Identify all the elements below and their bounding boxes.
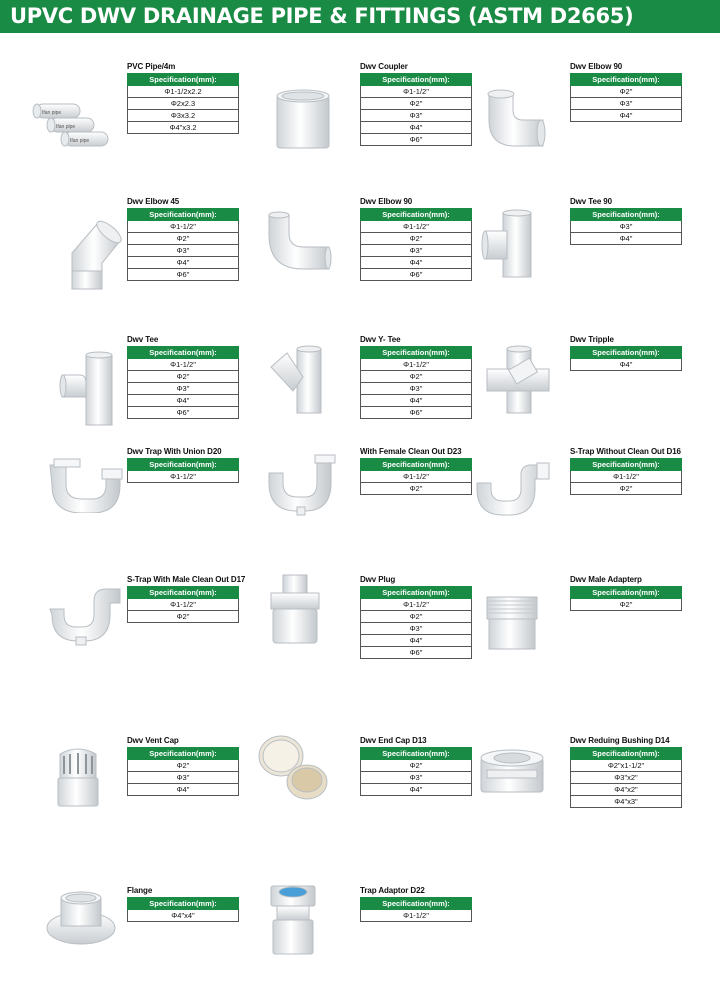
spec-row: Φ3" [361, 110, 472, 122]
spec-row: Φ4"x2" [571, 784, 682, 796]
wye-tee-icon [263, 345, 337, 417]
spec-row: Φ3" [571, 221, 682, 233]
trap-adaptor-icon [263, 882, 323, 958]
product-name: Dwv Elbow 90 [360, 197, 413, 206]
flange-icon [44, 888, 118, 952]
product-cell [263, 736, 478, 846]
tee-90-icon [481, 209, 551, 281]
spec-row: Φ4" [361, 122, 472, 134]
spec-header: Specification(mm): [571, 459, 682, 471]
spec-row: Φ1-1/2" [128, 471, 239, 483]
spec-row: Φ6" [361, 647, 472, 659]
vent-cap-icon [52, 744, 104, 810]
spec-row: Φ4" [361, 257, 472, 269]
spec-row: Φ4" [571, 359, 682, 371]
spec-row: Φ1-1/2" [361, 86, 472, 98]
spec-row: Φ2" [361, 483, 472, 495]
spec-row: Φ6" [128, 269, 239, 281]
spec-row: Φ4"x3.2 [128, 122, 239, 134]
product-name: Dwv Plug [360, 575, 396, 584]
spec-row: Φ3"x2" [571, 772, 682, 784]
product-name: Flange [127, 886, 153, 895]
spec-row: Φ1-1/2" [361, 599, 472, 611]
p-trap-union-icon [46, 455, 126, 513]
spec-row: Φ2x2.3 [128, 98, 239, 110]
spec-row: Φ3" [361, 245, 472, 257]
product-cell [473, 575, 688, 685]
spec-row: Φ3" [571, 98, 682, 110]
spec-row: Φ2" [361, 611, 472, 623]
page-header [0, 0, 720, 33]
plug-icon [263, 571, 328, 649]
product-name: Dwv Coupler [360, 62, 408, 71]
spec-header: Specification(mm): [128, 748, 239, 760]
spec-header: Specification(mm): [571, 74, 682, 86]
spec-row: Φ4" [128, 257, 239, 269]
spec-row: Φ1-1/2" [571, 471, 682, 483]
spec-header: Specification(mm): [128, 347, 239, 359]
spec-header: Specification(mm): [128, 209, 239, 221]
spec-header: Specification(mm): [571, 587, 682, 599]
spec-header: Specification(mm): [571, 209, 682, 221]
spec-row: Φ3" [361, 383, 472, 395]
spec-row: Φ2" [571, 483, 682, 495]
spec-row: Φ3" [128, 245, 239, 257]
spec-row: Φ4" [571, 110, 682, 122]
spec-table [570, 586, 682, 611]
reducing-bushing-icon [477, 748, 547, 798]
spec-header: Specification(mm): [361, 587, 472, 599]
spec-row: Φ2" [128, 760, 239, 772]
spec-header: Specification(mm): [571, 347, 682, 359]
spec-row: Φ2" [361, 760, 472, 772]
p-trap-female-icon [263, 453, 343, 517]
product-name: PVC Pipe/4m [127, 62, 176, 71]
spec-row: Φ2" [571, 86, 682, 98]
spec-header: Specification(mm): [128, 898, 239, 910]
spec-header: Specification(mm): [128, 587, 239, 599]
product-name: Dwv Reduing Bushing D14 [570, 736, 670, 745]
spec-row: Φ6" [361, 134, 472, 146]
pipe-label: Ifan pipe [42, 110, 62, 116]
spec-header: Specification(mm): [128, 74, 239, 86]
spec-row: Φ1-1/2x2.2 [128, 86, 239, 98]
s-trap-icon [473, 461, 553, 517]
spec-table [127, 586, 239, 623]
product-name: S-Trap Without Clean Out D16 [570, 447, 681, 456]
spec-row: Φ4" [361, 784, 472, 796]
product-cell [263, 197, 478, 307]
product-name: Trap Adaptor D22 [360, 886, 425, 895]
spec-row: Φ4" [128, 395, 239, 407]
spec-table [127, 458, 239, 483]
product-cell [30, 886, 245, 996]
spec-row: Φ2" [361, 233, 472, 245]
spec-row: Φ3" [128, 772, 239, 784]
spec-header: Specification(mm): [361, 209, 472, 221]
spec-table [360, 586, 472, 659]
elbow-90-icon [481, 86, 551, 156]
product-name: Dwv Elbow 45 [127, 197, 180, 206]
page-title: UPVC DWV DRAINAGE PIPE & FITTINGS (ASTM D2665) [10, 4, 634, 28]
product-name: Dwv Tee 90 [570, 197, 612, 206]
product-cell [263, 886, 478, 996]
product-name: Dwv Elbow 90 [570, 62, 623, 71]
spec-table [127, 208, 239, 281]
male-adapter-icon [481, 593, 543, 653]
end-cap-icon [255, 732, 333, 802]
spec-row: Φ4" [361, 395, 472, 407]
product-name: With Female Clean Out D23 [360, 447, 462, 456]
coupler-icon [271, 86, 336, 156]
spec-table [570, 458, 682, 495]
spec-row: Φ4"x3" [571, 796, 682, 808]
product-name: S-Trap With Male Clean Out D17 [127, 575, 246, 584]
product-name: Dwv Tee [127, 335, 159, 344]
product-cell [473, 62, 688, 172]
spec-table [360, 346, 472, 419]
spec-table [127, 73, 239, 134]
product-name: Dwv Vent Cap [127, 736, 179, 745]
spec-row: Φ2" [571, 599, 682, 611]
spec-row: Φ1-1/2" [361, 221, 472, 233]
spec-header: Specification(mm): [361, 347, 472, 359]
spec-table [127, 897, 239, 922]
spec-row: Φ6" [361, 269, 472, 281]
spec-table [127, 747, 239, 796]
spec-row: Φ2" [361, 98, 472, 110]
spec-row: Φ1-1/2" [361, 471, 472, 483]
spec-row: Φ1-1/2" [128, 221, 239, 233]
spec-row: Φ2"x1-1/2" [571, 760, 682, 772]
product-cell [473, 197, 688, 307]
spec-header: Specification(mm): [571, 748, 682, 760]
spec-header: Specification(mm): [361, 74, 472, 86]
spec-row: Φ3" [128, 383, 239, 395]
spec-row: Φ1-1/2" [361, 359, 472, 371]
spec-row: Φ1-1/2" [128, 599, 239, 611]
product-cell [263, 335, 478, 445]
product-cell [473, 335, 688, 445]
spec-table [360, 458, 472, 495]
product-cell [263, 447, 478, 557]
spec-row: Φ4" [128, 784, 239, 796]
spec-header: Specification(mm): [128, 459, 239, 471]
cross-tee-icon [481, 345, 555, 417]
spec-row: Φ3" [361, 772, 472, 784]
spec-row: Φ1-1/2" [128, 359, 239, 371]
spec-table [570, 208, 682, 245]
spec-table [360, 747, 472, 796]
pipe-icon [30, 98, 115, 158]
spec-row: Φ3x3.2 [128, 110, 239, 122]
product-cell [30, 736, 245, 846]
product-cell [30, 335, 245, 445]
spec-row: Φ1-1/2" [361, 910, 472, 922]
spec-row: Φ2" [128, 233, 239, 245]
spec-table [360, 73, 472, 146]
product-cell [30, 62, 245, 172]
s-trap-male-icon [46, 583, 126, 647]
spec-row: Φ4" [571, 233, 682, 245]
pipe-label: Ifan pipe [56, 124, 76, 130]
product-name: Dwv Trap With Union D20 [127, 447, 222, 456]
spec-header: Specification(mm): [361, 748, 472, 760]
long-elbow-90-icon [263, 209, 335, 277]
spec-table [360, 208, 472, 281]
spec-row: Φ4" [361, 635, 472, 647]
spec-row: Φ2" [361, 371, 472, 383]
product-cell [263, 62, 478, 172]
spec-row: Φ3" [361, 623, 472, 635]
spec-header: Specification(mm): [361, 898, 472, 910]
product-cell [30, 197, 245, 307]
sanitary-tee-icon [58, 351, 128, 429]
spec-header: Specification(mm): [361, 459, 472, 471]
product-name: Dwv Y- Tee [360, 335, 401, 344]
product-name: Dwv Male Adapterp [570, 575, 642, 584]
spec-table [570, 747, 682, 808]
product-name: Dwv Tripple [570, 335, 614, 344]
pipe-label: Ifan pipe [70, 138, 90, 144]
product-cell [263, 575, 478, 685]
spec-row: Φ4"x4" [128, 910, 239, 922]
product-cell [30, 575, 245, 685]
spec-row: Φ6" [361, 407, 472, 419]
elbow-45-icon [58, 211, 130, 293]
spec-table [570, 346, 682, 371]
product-name: Dwv End Cap D13 [360, 736, 427, 745]
product-cell [473, 447, 688, 557]
spec-row: Φ2" [128, 611, 239, 623]
spec-table [360, 897, 472, 922]
spec-row: Φ2" [128, 371, 239, 383]
product-cell [30, 447, 245, 557]
spec-row: Φ6" [128, 407, 239, 419]
product-cell [473, 736, 688, 846]
spec-table [570, 73, 682, 122]
spec-table [127, 346, 239, 419]
